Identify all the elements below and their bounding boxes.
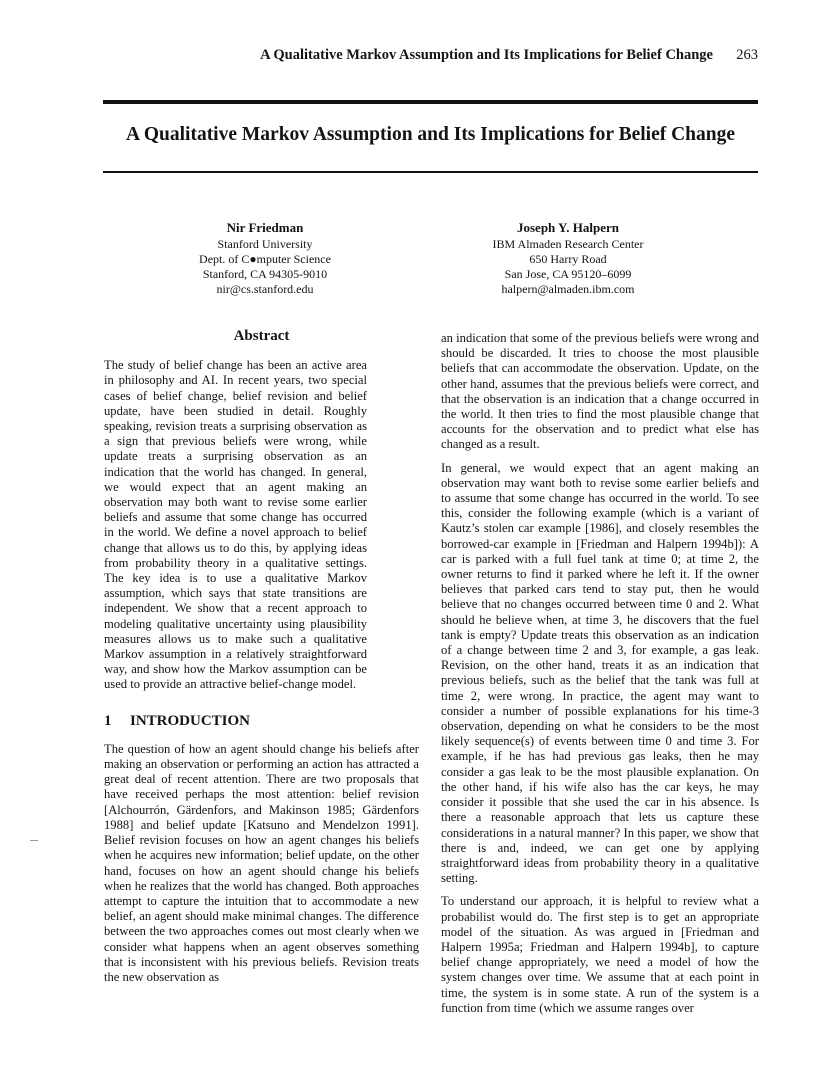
left-column [104, 329, 419, 985]
author-affiliation: IBM Almaden Research Center [492, 237, 644, 251]
title-top-rule [103, 100, 758, 104]
intro-paragraph-1: The question of how an agent should change his beliefs after making an observation or performing an action has attracted a great deal of recent attention. There are two proposals that have received perhaps the most attention: belief revision [Alchourrón, Gärdenfors, and Makinson 1985; Gärdenfors 1988] and belief update [Katsuno and Mendelzon 1991]. Belief revision focuses on how an agent changes his beliefs when he acquires new information; belief update, on the other hand, focuses on how an agent should change his beliefs when he realizes that the world has changed. Both approaches attempt to capture the intuition that to accommodate a new belief, an agent should make minimal changes. The difference between the two approaches comes out most clearly when we consider what happens when an agent observes something that is inconsistent with his previous beliefs. Revision treats the new observation as [104, 741, 419, 984]
intro-paragraph-3: In general, we would expect that an agent making an observation may want both to revise some earlier beliefs and to assume that some change has occurred in the world. To see this, consider the following example (which is a variant of Kautz’s stolen car example [1986], and closely resembles the borrowed-car example in [Friedman and Halpern 1994b]): A car is parked with a full fuel tank at time 0; at time 2, the owner returns to find it parked where he left it. If the owner believes that parked cars tend to stay put, then he would believe that no changes occurred between time 0 and 2. What should he believe when, at time 3, he discovers that the fuel tank is empty? Update treats this observation as an indication of a change between time 2 and 3, for example, a gas leak. Revision, on the other hand, treats it as an indication that previous beliefs, such as the belief that the tank was full at time 2, were wrong. In practice, the agent may want to consider a number of possible explanations for his time-3 observation, depending on what he considers to be the most likely sequence(s) of events between time 0 and time 3. For example, if he has had previous gas leaks, then he may consider a gas leak to be the most plausible explanation. On the other hand, if his wife also has the car keys, he may consider it possible that she used the car in his absence. Is there a reasonable approach that lets us capture these considerations in a natural manner? In this paper, we show that there is and, indeed, we can get one by applying straightforward ideas from probability theory in a qualitative setting. [441, 460, 759, 886]
author-street: 650 Harry Road [529, 252, 607, 266]
author-email: nir@cs.stanford.edu [216, 282, 314, 296]
author-email: halpern@almaden.ibm.com [501, 282, 635, 296]
section-number: 1 [104, 712, 112, 729]
author-address: San Jose, CA 95120–6099 [504, 267, 632, 281]
author-address: Stanford, CA 94305-9010 [202, 267, 328, 281]
section-title: INTRODUCTION [130, 712, 251, 729]
author-block-friedman [150, 220, 380, 297]
author-affiliation: Stanford University [217, 237, 313, 251]
intro-paragraph-4: To understand our approach, it is helpful to review what a probabilist would do. The first step is to get an appropriate model of the situation. As was argued in [Friedman and Halpern 1995a; Friedman and Halpern 1994b], to capture belief change appropriately, we need a model of how the system changes over time. We assume that at each point in time, the system is in some state. A run of the system is a function from time (which we assume ranges over [441, 894, 759, 1015]
intro-paragraph-2: an indication that some of the previous beliefs were wrong and should be discarded. It tries to choose the most plausible beliefs that can accommodate the observation. Update, on the other hand, assumes that the previous beliefs were correct, and that the observation is an indication that a change occurred in the world. It then tries to find the most plausible change that accounts for the observation and to predict what else has changed as a result. [441, 331, 759, 452]
title-bottom-rule [103, 171, 758, 173]
right-column [441, 331, 759, 1016]
running-head [100, 47, 758, 67]
abstract-heading: Abstract [233, 328, 290, 344]
abstract-text: The study of belief change has been an active area in philosophy and AI. In recent years, two special cases of belief change, belief revision and belief update, have been studied in detail. Roughly speaking, revision treats a surprising observation as a sign that previous beliefs were wrong, while update treats a surprising observation as an indication that the world has changed. In general, we would expect that an agent making an observation may both want to revise some earlier beliefs and assume that some change has occurred in the world. We define a novel approach to belief change that allows us to do this, by applying ideas from probability theory in a qualitative settings. The key idea is to use a qualitative Markov assumption, which says that state transitions are independent. We show that a recent approach to modeling qualitative uncertainty using plausibility measures allows us to make such a qualitative Markov assumption in a relatively straightforward way, and show how the Markov assumption can be used to provide an attractive belief-change model. [104, 358, 367, 692]
margin-mark [30, 840, 38, 841]
section-heading [104, 714, 419, 729]
paper-title: A Qualitative Markov Assumption and Its Implications for Belief Change [125, 124, 736, 145]
page-number: 263 [736, 47, 758, 63]
author-block-halpern [453, 220, 683, 297]
author-name: Nir Friedman [226, 220, 304, 235]
running-title: A Qualitative Markov Assumption and Its Implications for Belief Change [260, 47, 713, 63]
author-name: Joseph Y. Halpern [517, 220, 619, 235]
author-department: Dept. of C●mputer Science [199, 252, 331, 266]
